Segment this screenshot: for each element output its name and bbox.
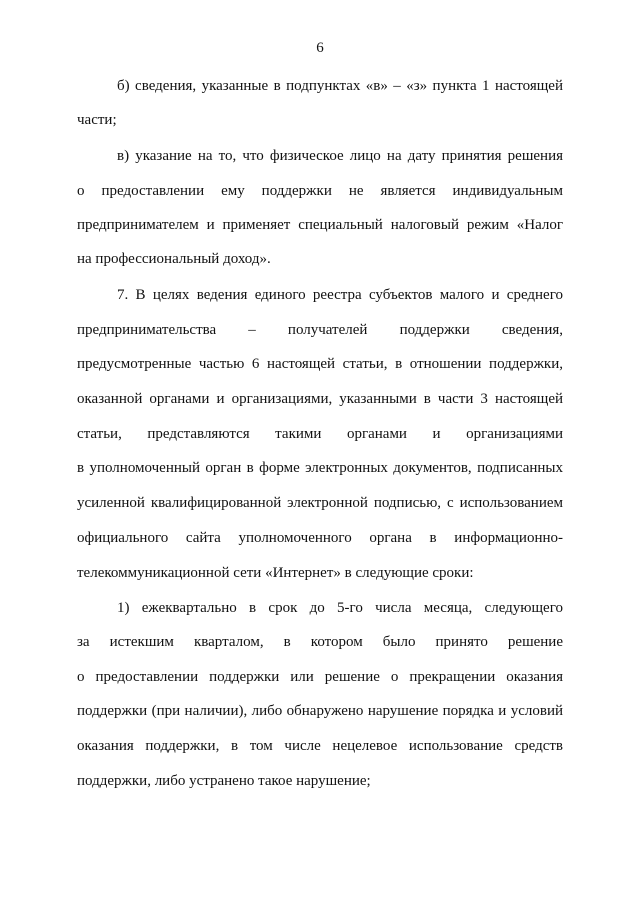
text-line: усиленной квалифицированной электронной подписью, с использованием — [77, 495, 563, 511]
page-number: 6 — [316, 40, 324, 56]
text-line: на профессиональный доход». — [77, 251, 271, 267]
text-line: поддержки (при наличии), либо обнаружено нарушение порядка и условий — [77, 703, 563, 719]
text-line: предпринимателем и применяет специальный налоговый режим «Налог — [77, 217, 563, 233]
text-line: статьи, представляются такими органами и организациями — [77, 426, 563, 442]
text-line: о предоставлении поддержки или решение о прекращении оказания — [77, 669, 563, 685]
text-line: предусмотренные частью 6 настоящей статьи, в отношении поддержки, — [77, 356, 563, 372]
text-line: поддержки, либо устранено такое нарушение; — [77, 773, 371, 789]
text-line: оказания поддержки, в том числе нецелевое использование средств — [77, 738, 563, 754]
text-line: о предоставлении ему поддержки не является индивидуальным — [77, 183, 563, 199]
text-line: в уполномоченный орган в форме электронных документов, подписанных — [77, 460, 563, 476]
text-line: 7. В целях ведения единого реестра субъектов малого и среднего — [117, 287, 563, 303]
text-line: официального сайта уполномоченного органа в информационно- — [77, 530, 563, 546]
text-line: 1) ежеквартально в срок до 5-го числа месяца, следующего — [117, 600, 563, 616]
text-line: б) сведения, указанные в подпунктах «в» – «з» пункта 1 настоящей — [117, 78, 563, 94]
text-line: телекоммуникационной сети «Интернет» в следующие сроки: — [77, 565, 474, 581]
text-line: предпринимательства – получателей поддержки сведения, — [77, 322, 563, 338]
text-line: в) указание на то, что физическое лицо на дату принятия решения — [117, 148, 563, 164]
text-line: части; — [77, 112, 117, 128]
text-line: за истекшим кварталом, в котором было принято решение — [77, 634, 563, 650]
text-line: оказанной органами и организациями, указанными в части 3 настоящей — [77, 391, 563, 407]
